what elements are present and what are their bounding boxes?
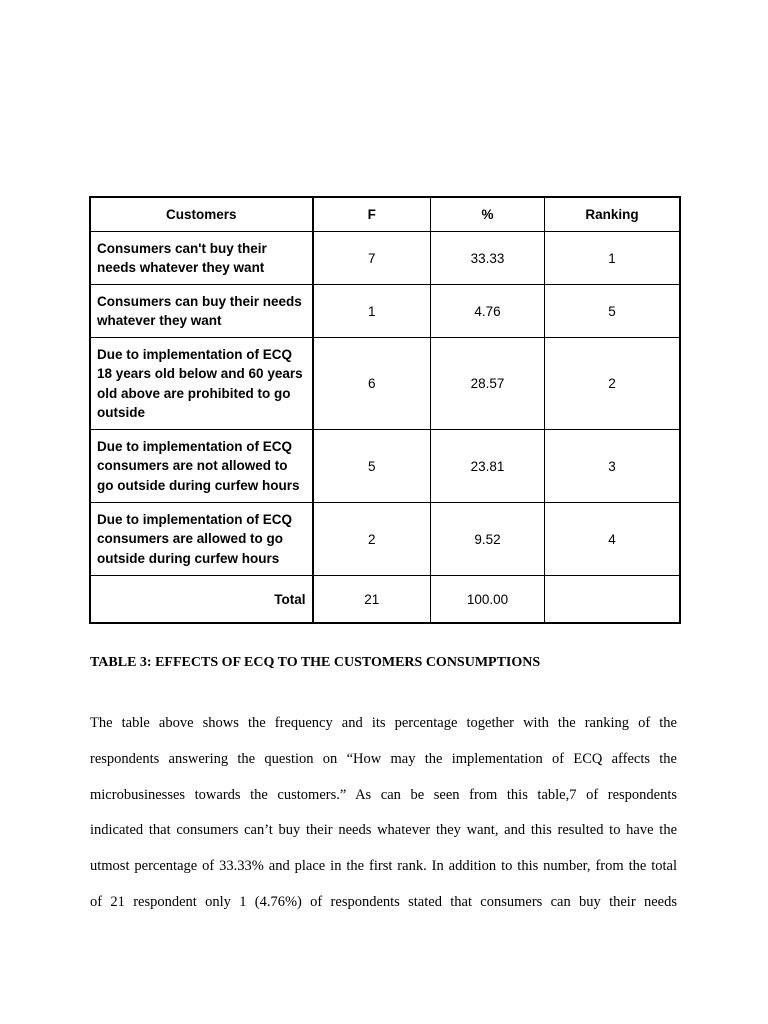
- header-frequency: F: [313, 198, 431, 232]
- row-frequency: 6: [313, 338, 431, 430]
- row-ranking: 4: [545, 503, 680, 576]
- total-frequency: 21: [313, 576, 431, 623]
- row-label: Due to implementation of ECQ consumers are not allowed to go outside during curfew hours: [91, 430, 313, 503]
- customers-effects-table: [90, 197, 680, 623]
- row-label: Due to implementation of ECQ 18 years old below and 60 years old above are prohibited to go outside: [91, 338, 313, 430]
- table-row: [91, 338, 680, 430]
- row-ranking: 5: [545, 285, 680, 338]
- row-ranking: 1: [545, 232, 680, 285]
- table-row: [91, 430, 680, 503]
- paragraph-line: microbusinesses towards the customers.” As can be seen from this table,7 of respondents: [90, 786, 677, 803]
- row-frequency: 2: [313, 503, 431, 576]
- paragraph-line: utmost percentage of 33.33% and place in the first rank. In addition to this number, from the total: [90, 858, 677, 875]
- row-frequency: 5: [313, 430, 431, 503]
- row-ranking: 2: [545, 338, 680, 430]
- header-ranking: Ranking: [545, 198, 680, 232]
- row-percent: 4.76: [431, 285, 545, 338]
- paragraph-line: of 21 respondent only 1 (4.76%) of respondents stated that consumers can buy their needs: [90, 893, 677, 910]
- table-caption: TABLE 3: EFFECTS OF ECQ TO THE CUSTOMERS CONSUMPTIONS: [90, 655, 541, 670]
- row-percent: 23.81: [431, 430, 545, 503]
- table-header-row: [91, 198, 680, 232]
- total-ranking: [545, 576, 680, 623]
- row-percent: 28.57: [431, 338, 545, 430]
- paragraph-line: respondents answering the question on “How may the implementation of ECQ affects the: [90, 750, 677, 767]
- row-frequency: 7: [313, 232, 431, 285]
- body-paragraph: [90, 706, 677, 921]
- total-label: Total: [91, 576, 313, 623]
- table-row: [91, 232, 680, 285]
- row-label: Consumers can buy their needs whatever they want: [91, 285, 313, 338]
- table-total-row: [91, 576, 680, 623]
- row-ranking: 3: [545, 430, 680, 503]
- total-percent: 100.00: [431, 576, 545, 623]
- row-percent: 33.33: [431, 232, 545, 285]
- row-label: Consumers can't buy their needs whatever they want: [91, 232, 313, 285]
- header-percent: %: [431, 198, 545, 232]
- row-label: Due to implementation of ECQ consumers are allowed to go outside during curfew hours: [91, 503, 313, 576]
- table-row: [91, 285, 680, 338]
- header-customers: Customers: [91, 198, 313, 232]
- table-row: [91, 503, 680, 576]
- paragraph-line: indicated that consumers can’t buy their needs whatever they want, and this resulted to have the: [90, 822, 677, 839]
- row-percent: 9.52: [431, 503, 545, 576]
- row-frequency: 1: [313, 285, 431, 338]
- paragraph-line: The table above shows the frequency and its percentage together with the ranking of the: [90, 715, 677, 731]
